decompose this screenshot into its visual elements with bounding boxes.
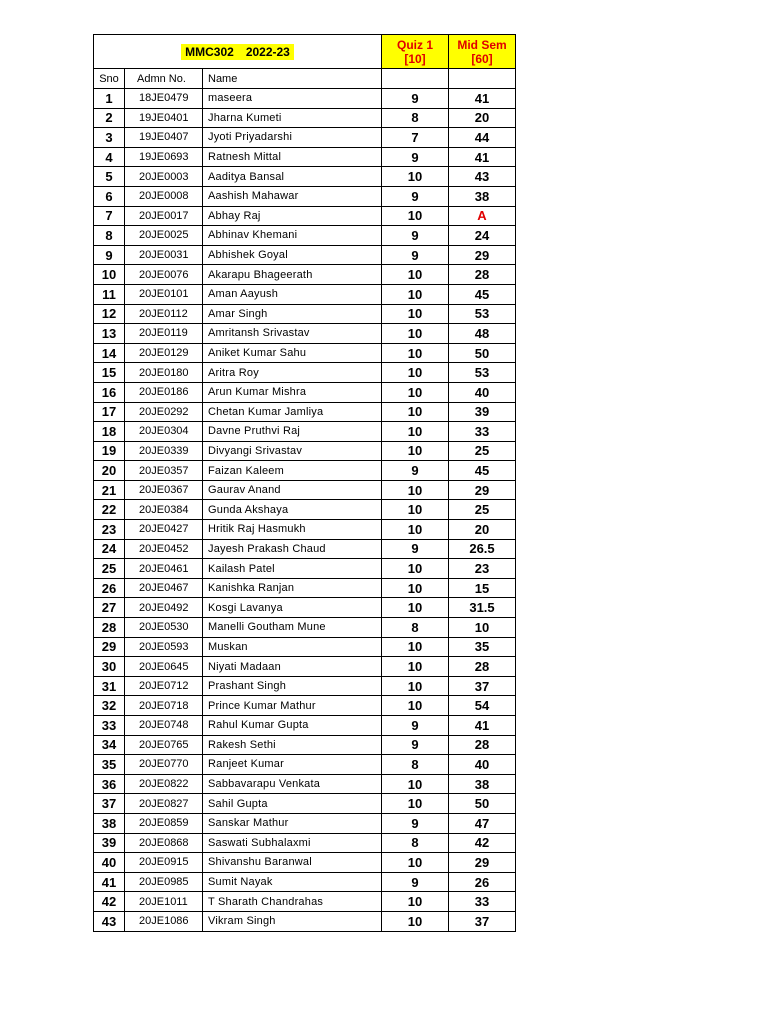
student-name: maseera	[203, 89, 382, 109]
admission-number: 20JE0859	[125, 813, 203, 833]
admission-number: 20JE0748	[125, 716, 203, 736]
quiz-score: 10	[382, 520, 449, 540]
midsem-score: 41	[449, 147, 516, 167]
admission-number: 20JE0868	[125, 833, 203, 853]
admission-number: 20JE0112	[125, 304, 203, 324]
table-row	[94, 382, 516, 402]
quiz-score: 9	[382, 186, 449, 206]
serial-number: 32	[94, 696, 125, 716]
midsem-score: 38	[449, 186, 516, 206]
midsem-column-blank	[449, 69, 516, 89]
quiz-score: 9	[382, 89, 449, 109]
table-row	[94, 461, 516, 481]
quiz-score: 7	[382, 128, 449, 148]
admn-header: Admn No.	[125, 69, 203, 89]
serial-number: 29	[94, 637, 125, 657]
admission-number: 20JE0031	[125, 245, 203, 265]
quiz-header	[382, 35, 449, 69]
academic-year: 2022-23	[245, 44, 290, 59]
quiz-score: 10	[382, 304, 449, 324]
table-row	[94, 696, 516, 716]
serial-number: 6	[94, 186, 125, 206]
admission-number: 20JE0822	[125, 774, 203, 794]
serial-number: 34	[94, 735, 125, 755]
serial-number: 37	[94, 794, 125, 814]
student-name: Saswati Subhalaxmi	[203, 833, 382, 853]
quiz-score: 9	[382, 716, 449, 736]
table-row	[94, 167, 516, 187]
midsem-score: 33	[449, 892, 516, 912]
admission-number: 20JE0292	[125, 402, 203, 422]
student-name: Arun Kumar Mishra	[203, 382, 382, 402]
quiz-score: 10	[382, 696, 449, 716]
midsem-score: 31.5	[449, 598, 516, 618]
student-name: Sabbavarapu Venkata	[203, 774, 382, 794]
quiz-score: 10	[382, 167, 449, 187]
table-row	[94, 108, 516, 128]
table-row	[94, 833, 516, 853]
quiz-score: 9	[382, 813, 449, 833]
quiz-score: 10	[382, 206, 449, 226]
midsem-score: 50	[449, 794, 516, 814]
serial-number: 14	[94, 343, 125, 363]
serial-number: 16	[94, 382, 125, 402]
serial-number: 33	[94, 716, 125, 736]
table-row	[94, 872, 516, 892]
midsem-score: 25	[449, 441, 516, 461]
quiz-score: 10	[382, 363, 449, 383]
quiz-score: 9	[382, 226, 449, 246]
student-name: Abhinav Khemani	[203, 226, 382, 246]
serial-number: 18	[94, 422, 125, 442]
table-row	[94, 480, 516, 500]
admission-number: 20JE0530	[125, 618, 203, 638]
admission-number: 20JE0427	[125, 520, 203, 540]
table-row	[94, 716, 516, 736]
student-name: Hritik Raj Hasmukh	[203, 520, 382, 540]
midsem-score: 45	[449, 461, 516, 481]
serial-number: 11	[94, 284, 125, 304]
admission-number: 20JE0186	[125, 382, 203, 402]
quiz-score: 9	[382, 147, 449, 167]
table-row	[94, 89, 516, 109]
admission-number: 20JE0304	[125, 422, 203, 442]
serial-number: 10	[94, 265, 125, 285]
serial-number: 13	[94, 324, 125, 344]
admission-number: 20JE0645	[125, 657, 203, 677]
table-row	[94, 422, 516, 442]
midsem-header-max: [60]	[471, 51, 493, 66]
serial-number: 40	[94, 853, 125, 873]
table-row	[94, 892, 516, 912]
serial-number: 1	[94, 89, 125, 109]
course-code: MMC302	[185, 44, 234, 59]
quiz-score: 9	[382, 539, 449, 559]
midsem-score: 25	[449, 500, 516, 520]
table-row	[94, 265, 516, 285]
quiz-score: 9	[382, 872, 449, 892]
table-row	[94, 147, 516, 167]
serial-number: 42	[94, 892, 125, 912]
admission-number: 20JE0452	[125, 539, 203, 559]
admission-number: 20JE0712	[125, 676, 203, 696]
serial-number: 41	[94, 872, 125, 892]
column-header-row	[94, 69, 516, 89]
midsem-score: 20	[449, 520, 516, 540]
serial-number: 4	[94, 147, 125, 167]
table-row	[94, 618, 516, 638]
serial-number: 17	[94, 402, 125, 422]
serial-number: 5	[94, 167, 125, 187]
title-cell	[94, 35, 382, 69]
serial-number: 9	[94, 245, 125, 265]
quiz-score: 8	[382, 833, 449, 853]
table-row	[94, 794, 516, 814]
student-name: Shivanshu Baranwal	[203, 853, 382, 873]
quiz-score: 10	[382, 559, 449, 579]
midsem-score: 26	[449, 872, 516, 892]
student-name: Abhay Raj	[203, 206, 382, 226]
course-title	[181, 44, 294, 60]
table-row	[94, 637, 516, 657]
serial-number: 19	[94, 441, 125, 461]
quiz-score: 10	[382, 637, 449, 657]
table-row	[94, 911, 516, 931]
table-row	[94, 559, 516, 579]
student-name: Rakesh Sethi	[203, 735, 382, 755]
student-name: Aniket Kumar Sahu	[203, 343, 382, 363]
admission-number: 20JE0915	[125, 853, 203, 873]
quiz-score: 9	[382, 461, 449, 481]
student-name: Faizan Kaleem	[203, 461, 382, 481]
midsem-score: 53	[449, 363, 516, 383]
serial-number: 7	[94, 206, 125, 226]
quiz-score: 9	[382, 735, 449, 755]
table-row	[94, 284, 516, 304]
midsem-score: 41	[449, 89, 516, 109]
quiz-score: 10	[382, 500, 449, 520]
serial-number: 15	[94, 363, 125, 383]
midsem-score: 54	[449, 696, 516, 716]
midsem-score: 35	[449, 637, 516, 657]
table-row	[94, 853, 516, 873]
admission-number: 20JE0492	[125, 598, 203, 618]
admission-number: 20JE0384	[125, 500, 203, 520]
table-row	[94, 598, 516, 618]
table-row	[94, 324, 516, 344]
student-name: Sumit Nayak	[203, 872, 382, 892]
serial-number: 31	[94, 676, 125, 696]
table-row	[94, 206, 516, 226]
quiz-score: 10	[382, 480, 449, 500]
title-row	[94, 35, 516, 69]
serial-number: 2	[94, 108, 125, 128]
midsem-header-label: Mid Sem	[457, 37, 507, 52]
quiz-score: 10	[382, 892, 449, 912]
serial-number: 43	[94, 911, 125, 931]
table-row	[94, 226, 516, 246]
serial-number: 35	[94, 755, 125, 775]
student-name: Gunda Akshaya	[203, 500, 382, 520]
table-row	[94, 520, 516, 540]
student-name: Amar Singh	[203, 304, 382, 324]
admission-number: 20JE0593	[125, 637, 203, 657]
table-row	[94, 813, 516, 833]
quiz-score: 9	[382, 245, 449, 265]
student-name: Ranjeet Kumar	[203, 755, 382, 775]
quiz-score: 10	[382, 657, 449, 677]
admission-number: 20JE0101	[125, 284, 203, 304]
midsem-score: 28	[449, 657, 516, 677]
midsem-score: 23	[449, 559, 516, 579]
student-name: Chetan Kumar Jamliya	[203, 402, 382, 422]
midsem-score: 15	[449, 578, 516, 598]
student-name: T Sharath Chandrahas	[203, 892, 382, 912]
admission-number: 20JE0827	[125, 794, 203, 814]
quiz-score: 10	[382, 441, 449, 461]
midsem-score: 44	[449, 128, 516, 148]
midsem-score: 29	[449, 480, 516, 500]
serial-number: 25	[94, 559, 125, 579]
midsem-score: 45	[449, 284, 516, 304]
student-name: Jyoti Priyadarshi	[203, 128, 382, 148]
midsem-score: 33	[449, 422, 516, 442]
student-name: Rahul Kumar Gupta	[203, 716, 382, 736]
admission-number: 20JE0180	[125, 363, 203, 383]
serial-number: 23	[94, 520, 125, 540]
midsem-score: 28	[449, 265, 516, 285]
midsem-score: 43	[449, 167, 516, 187]
admission-number: 20JE0339	[125, 441, 203, 461]
student-name: Aritra Roy	[203, 363, 382, 383]
student-name: Abhishek Goyal	[203, 245, 382, 265]
student-name: Aashish Mahawar	[203, 186, 382, 206]
student-name: Kailash Patel	[203, 559, 382, 579]
midsem-score: 39	[449, 402, 516, 422]
quiz-score: 10	[382, 402, 449, 422]
student-name: Akarapu Bhageerath	[203, 265, 382, 285]
name-header: Name	[203, 69, 382, 89]
quiz-score: 10	[382, 794, 449, 814]
marks-sheet	[93, 34, 516, 932]
quiz-score: 10	[382, 265, 449, 285]
table-row	[94, 343, 516, 363]
midsem-score: 37	[449, 676, 516, 696]
student-name: Sahil Gupta	[203, 794, 382, 814]
admission-number: 20JE0467	[125, 578, 203, 598]
serial-number: 3	[94, 128, 125, 148]
admission-number: 19JE0693	[125, 147, 203, 167]
student-name: Divyangi Srivastav	[203, 441, 382, 461]
student-name: Niyati Madaan	[203, 657, 382, 677]
quiz-score: 10	[382, 284, 449, 304]
admission-number: 20JE0076	[125, 265, 203, 285]
quiz-score: 10	[382, 853, 449, 873]
quiz-header-max: [10]	[404, 51, 426, 66]
midsem-score: 29	[449, 245, 516, 265]
midsem-score: 53	[449, 304, 516, 324]
admission-number: 20JE0119	[125, 324, 203, 344]
admission-number: 20JE0461	[125, 559, 203, 579]
student-name: Vikram Singh	[203, 911, 382, 931]
serial-number: 36	[94, 774, 125, 794]
midsem-score: A	[449, 206, 516, 226]
quiz-score: 10	[382, 911, 449, 931]
student-name: Jharna Kumeti	[203, 108, 382, 128]
student-name: Muskan	[203, 637, 382, 657]
table-row	[94, 245, 516, 265]
serial-number: 27	[94, 598, 125, 618]
quiz-score: 10	[382, 598, 449, 618]
student-name: Gaurav Anand	[203, 480, 382, 500]
admission-number: 20JE0367	[125, 480, 203, 500]
serial-number: 22	[94, 500, 125, 520]
admission-number: 20JE0985	[125, 872, 203, 892]
quiz-score: 10	[382, 774, 449, 794]
admission-number: 19JE0401	[125, 108, 203, 128]
student-name: Aman Aayush	[203, 284, 382, 304]
admission-number: 20JE0003	[125, 167, 203, 187]
serial-number: 30	[94, 657, 125, 677]
midsem-score: 41	[449, 716, 516, 736]
midsem-score: 10	[449, 618, 516, 638]
table-row	[94, 402, 516, 422]
quiz-column-blank	[382, 69, 449, 89]
midsem-score: 42	[449, 833, 516, 853]
quiz-score: 10	[382, 324, 449, 344]
serial-number: 20	[94, 461, 125, 481]
student-name: Davne Pruthvi Raj	[203, 422, 382, 442]
midsem-score: 48	[449, 324, 516, 344]
midsem-score: 24	[449, 226, 516, 246]
table-row	[94, 441, 516, 461]
admission-number: 20JE0770	[125, 755, 203, 775]
quiz-score: 10	[382, 578, 449, 598]
student-name: Kosgi Lavanya	[203, 598, 382, 618]
table-row	[94, 363, 516, 383]
table-row	[94, 774, 516, 794]
midsem-score: 40	[449, 382, 516, 402]
admission-number: 20JE0129	[125, 343, 203, 363]
serial-number: 24	[94, 539, 125, 559]
serial-number: 21	[94, 480, 125, 500]
student-name: Amritansh Srivastav	[203, 324, 382, 344]
admission-number: 20JE0718	[125, 696, 203, 716]
midsem-score: 20	[449, 108, 516, 128]
student-name: Prashant Singh	[203, 676, 382, 696]
table-row	[94, 657, 516, 677]
midsem-score: 29	[449, 853, 516, 873]
midsem-score: 37	[449, 911, 516, 931]
table-row	[94, 128, 516, 148]
quiz-score: 8	[382, 618, 449, 638]
quiz-score: 10	[382, 382, 449, 402]
table-row	[94, 578, 516, 598]
sno-header: Sno	[94, 69, 125, 89]
midsem-score: 26.5	[449, 539, 516, 559]
table-row	[94, 676, 516, 696]
admission-number: 20JE0008	[125, 186, 203, 206]
admission-number: 20JE0025	[125, 226, 203, 246]
quiz-score: 10	[382, 422, 449, 442]
student-name: Ratnesh Mittal	[203, 147, 382, 167]
table-row	[94, 539, 516, 559]
midsem-score: 50	[449, 343, 516, 363]
midsem-score: 38	[449, 774, 516, 794]
admission-number: 18JE0479	[125, 89, 203, 109]
student-name: Jayesh Prakash Chaud	[203, 539, 382, 559]
admission-number: 20JE0017	[125, 206, 203, 226]
table-row	[94, 186, 516, 206]
quiz-header-label: Quiz 1	[396, 37, 433, 52]
serial-number: 28	[94, 618, 125, 638]
midsem-score: 28	[449, 735, 516, 755]
quiz-score: 8	[382, 755, 449, 775]
admission-number: 20JE1086	[125, 911, 203, 931]
table-row	[94, 304, 516, 324]
serial-number: 39	[94, 833, 125, 853]
table-row	[94, 500, 516, 520]
serial-number: 38	[94, 813, 125, 833]
table-row	[94, 735, 516, 755]
table-row	[94, 755, 516, 775]
marks-table	[93, 34, 516, 932]
admission-number: 20JE1011	[125, 892, 203, 912]
admission-number: 19JE0407	[125, 128, 203, 148]
midsem-score: 40	[449, 755, 516, 775]
student-name: Kanishka Ranjan	[203, 578, 382, 598]
serial-number: 12	[94, 304, 125, 324]
serial-number: 26	[94, 578, 125, 598]
quiz-score: 10	[382, 676, 449, 696]
student-name: Sanskar Mathur	[203, 813, 382, 833]
admission-number: 20JE0765	[125, 735, 203, 755]
admission-number: 20JE0357	[125, 461, 203, 481]
midsem-score: 47	[449, 813, 516, 833]
student-name: Prince Kumar Mathur	[203, 696, 382, 716]
quiz-score: 8	[382, 108, 449, 128]
student-name: Aaditya Bansal	[203, 167, 382, 187]
quiz-score: 10	[382, 343, 449, 363]
serial-number: 8	[94, 226, 125, 246]
midsem-header	[449, 35, 516, 69]
student-name: Manelli Goutham Mune	[203, 618, 382, 638]
